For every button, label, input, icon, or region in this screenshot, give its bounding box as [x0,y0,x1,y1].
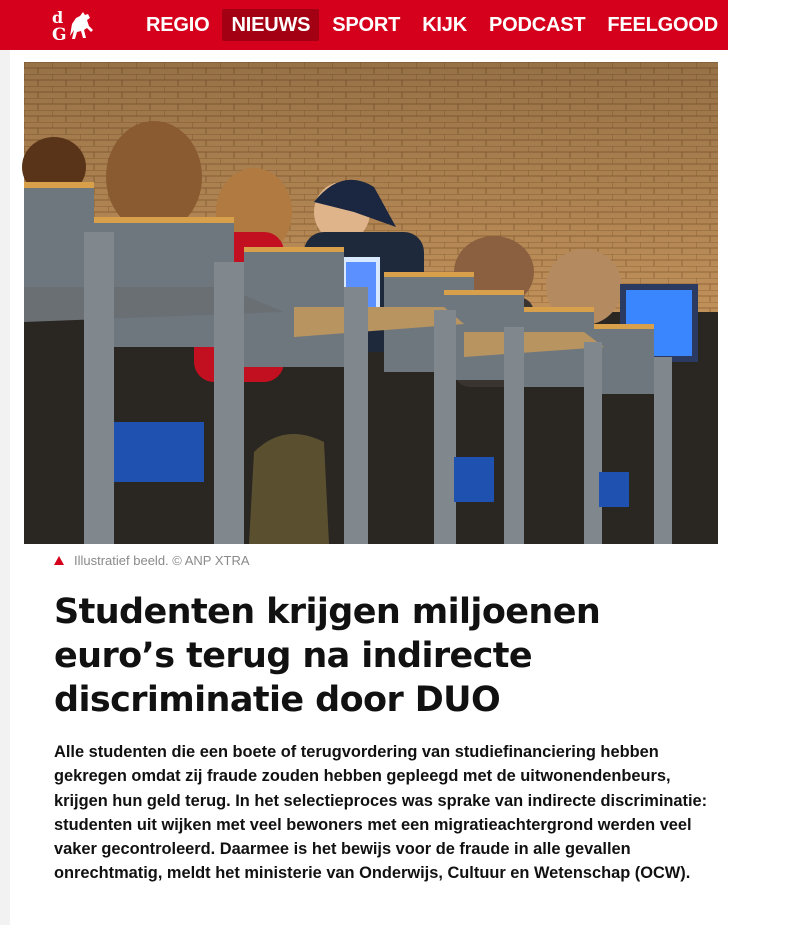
article-hero-image[interactable] [24,62,718,544]
svg-text:G: G [52,25,67,45]
article-headline: Studenten krijgen miljoenen euro’s terug na indirecte discriminatie door DUO [54,592,601,720]
nav-item-kijk[interactable]: KIJK [422,14,467,36]
dg-logo[interactable] [50,6,100,44]
nav-item-feelgood[interactable]: FEELGOOD [607,14,718,36]
left-gutter [0,50,10,925]
svg-text:d: d [52,8,64,27]
nav-item-puzzels[interactable]: PUZZ [740,14,792,36]
triangle-up-icon [54,556,64,565]
nav-item-sport[interactable]: SPORT [332,14,401,36]
caption-text: Illustratief beeld. © ANP XTRA [74,552,250,568]
image-caption [54,550,250,570]
nav-item-nieuws[interactable]: NIEUWS [222,9,319,41]
top-navigation-bar [0,0,792,50]
main-menu [137,0,804,50]
article-lead: Alle studenten die een boete of terugvordering van studiefinanciering hebben gekregen omdat zij fraude zouden hebben gepleegd met de uitwonendenbeurs, krijgen hun geld terug. In het selectieproces was sprake van indirecte discriminatie: studenten uit wijken met veel bewoners met een migratieachtergrond werden veel vaker gecontroleerd. Daarmee is het bewijs voor de fraude in alle gevallen onrechtmatig, meldt het ministerie van Onderwijs, Cultuur en Wetenschap (OCW). [54,743,708,883]
nav-item-podcast[interactable]: PODCAST [488,14,586,36]
nav-item-regio[interactable]: REGIO [146,14,210,36]
